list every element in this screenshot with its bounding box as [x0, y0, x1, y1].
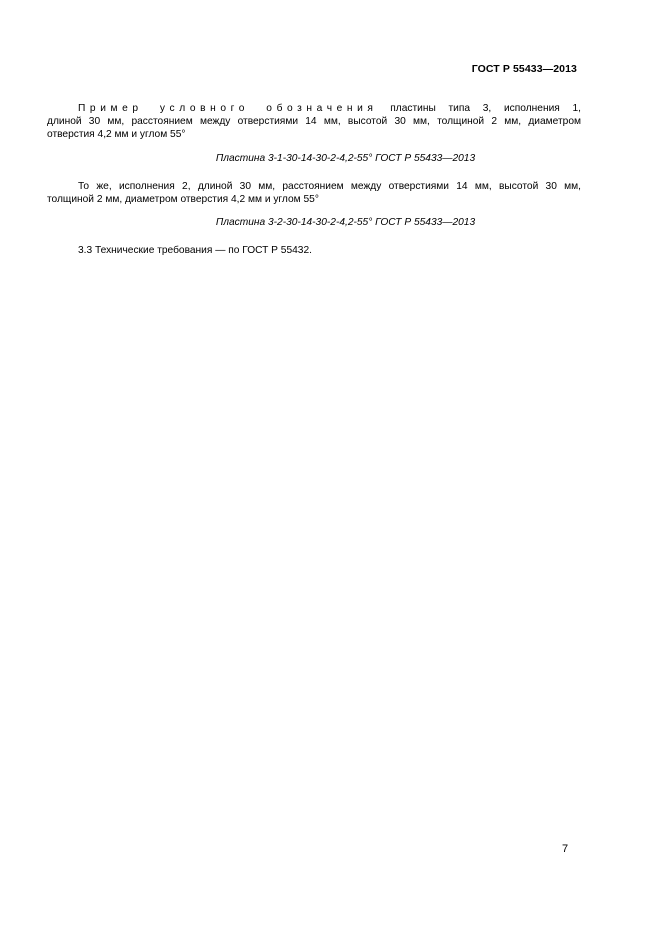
example-1-line-1: [78, 102, 581, 115]
designation-example-1: Пластина 3-1-30-14-30-2-4,2-55° ГОСТ Р 55433—2013: [215, 153, 476, 164]
example-1-line-1-rest: пластины типа 3, исполнения 1,: [390, 103, 581, 114]
example-paragraph-2: [47, 180, 581, 206]
example-2-line-1: То же, исполнения 2, длиной 30 мм, расстоянием между отверстиями 14 мм, высотой 30 мм,: [78, 181, 581, 192]
example-1-line-2: длиной 30 мм, расстоянием между отверстиями 14 мм, высотой 30 мм, толщиной 2 мм, диаметром: [47, 116, 581, 128]
example-2-line-2: толщиной 2 мм, диаметром отверстия 4,2 мм и углом 55°: [47, 194, 319, 206]
example-paragraph-1: [47, 102, 581, 142]
document-code-header: ГОСТ Р 55433—2013: [471, 63, 577, 75]
designation-example-2: Пластина 3-2-30-14-30-2-4,2-55° ГОСТ Р 55433—2013: [215, 217, 476, 228]
page-number: 7: [562, 843, 569, 855]
example-1-line-3: отверстия 4,2 мм и углом 55°: [47, 129, 186, 141]
section-3-3: 3.3 Технические требования — по ГОСТ Р 55432.: [78, 245, 312, 256]
example-lead-text: Пример условного обозначения: [78, 103, 378, 114]
